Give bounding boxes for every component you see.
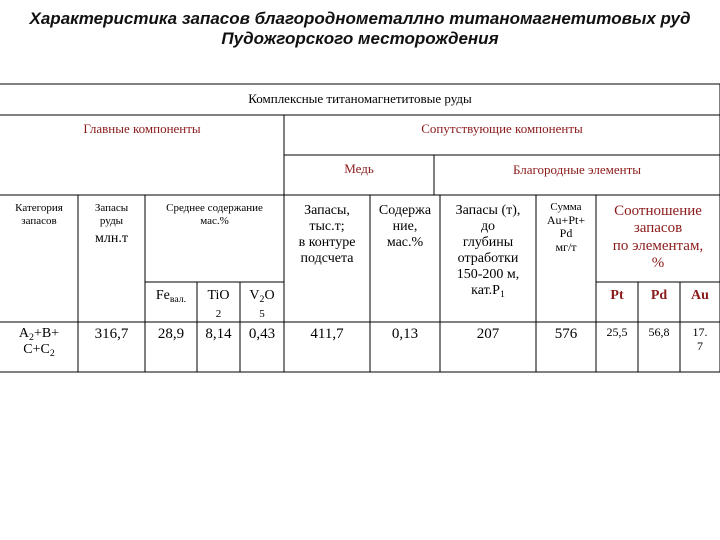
- col-cu-reserves-line: в контуре: [298, 235, 356, 251]
- cell-noble-reserves: 207: [476, 326, 500, 342]
- col-noble-category: кат.P: [471, 283, 500, 299]
- col-noble-reserves-line: 150-200 м,: [456, 267, 520, 283]
- group-noble-elements: Благородные элементы: [513, 162, 641, 177]
- col-cu-content-line: ние,: [392, 219, 418, 235]
- col-ore-reserves-line: Запасы: [94, 202, 129, 214]
- subcol-v2o5: [240, 288, 284, 321]
- col-cu-reserves-line: тыс.т;: [309, 219, 345, 235]
- col-noble-reserves-line: глубины: [462, 235, 514, 251]
- col-cu-content-header: [370, 203, 440, 251]
- cell-v2o5: 0,43: [248, 326, 276, 342]
- cell-category-c-sub: 2: [49, 348, 55, 360]
- col-ratio-line: по элементам,: [612, 237, 704, 254]
- col-avg-content-line: мас.%: [200, 214, 229, 227]
- ratio-pd-header: Pd: [650, 288, 668, 303]
- group-copper: Медь: [344, 161, 374, 176]
- col-sum-line: Pd: [559, 226, 573, 241]
- subcol-v2o5-v: V: [249, 288, 260, 303]
- cell-tio2: 8,14: [205, 326, 232, 342]
- group-main-components: Главные компоненты: [83, 121, 201, 136]
- subcol-v2o5-sub2: 5: [259, 308, 265, 321]
- subcol-fe-base: Fe: [155, 288, 170, 303]
- cell-fe: 28,9: [157, 326, 185, 342]
- col-sum-header: [536, 201, 596, 255]
- col-sum-line: Сумма: [550, 201, 582, 213]
- col-sum-line: мг/т: [555, 240, 577, 255]
- ratio-pt-header: Pt: [610, 288, 624, 303]
- title-line-2: Пудожгорского месторождения: [221, 29, 499, 48]
- title-line-1: Характеристика запасов благороднометаллно титаномагнетитовых руд: [29, 9, 691, 28]
- col-noble-reserves-line: отработки: [457, 251, 519, 267]
- col-category-header: [0, 202, 78, 227]
- subcol-fe: [145, 288, 197, 304]
- col-category-line: Категория: [15, 202, 63, 214]
- cell-cu-reserves: 411,7: [310, 326, 344, 342]
- subcol-tio2-base: TiO: [207, 288, 230, 303]
- cell-category-c: C+C: [23, 342, 50, 358]
- cell-au: [680, 326, 720, 354]
- col-ratio-line: запасов: [633, 220, 683, 237]
- cell-sum: 576: [554, 326, 578, 342]
- cell-au-line: 7: [697, 338, 703, 353]
- cell-pt: 25,5: [606, 325, 628, 339]
- cell-ore-reserves: 316,7: [94, 326, 129, 342]
- cell-cu-content: 0,13: [391, 326, 419, 342]
- subcol-v2o5-sub1: 2: [259, 294, 265, 305]
- col-cu-reserves-line: Запасы,: [304, 203, 350, 218]
- col-cu-content-line: Содержа: [378, 203, 432, 218]
- col-noble-reserves-line: Запасы (т),: [455, 203, 521, 218]
- subcol-v2o5-o: O: [264, 288, 275, 303]
- col-noble-category-sub: 1: [499, 289, 505, 301]
- col-ore-reserves-line: руды: [99, 214, 124, 227]
- cell-category-a-sub: 2: [29, 332, 34, 343]
- subcol-tio2: [197, 288, 240, 321]
- cell-au-line: 17.: [692, 325, 708, 339]
- col-noble-reserves-line: до: [480, 219, 496, 235]
- header-complex-ores: Комплексные титаномагнетитовые руды: [248, 91, 472, 106]
- col-ratio-line: Соотношение: [614, 203, 702, 219]
- cell-category-a: A: [18, 326, 30, 341]
- col-noble-reserves-header: [440, 203, 536, 300]
- col-sum-line: Au+Pt+: [546, 212, 586, 227]
- col-avg-content-header: [145, 202, 284, 227]
- subcol-tio2-sub: 2: [215, 308, 222, 321]
- col-ratio-header: [596, 203, 720, 272]
- group-accompanying-components: Сопутствующие компоненты: [421, 121, 583, 136]
- col-avg-content-line: Среднее содержание: [166, 202, 263, 214]
- cell-category-b: +B+: [33, 326, 60, 341]
- col-cu-content-line: мас.%: [386, 235, 424, 251]
- col-ore-reserves-unit: млн.т: [95, 231, 128, 247]
- col-ratio-line: %: [651, 254, 665, 271]
- col-category-line: запасов: [21, 214, 57, 227]
- subcol-fe-sub: вал.: [169, 294, 187, 305]
- cell-category: [0, 326, 78, 358]
- col-cu-reserves-header: [284, 203, 370, 267]
- col-ore-reserves-header: [78, 202, 145, 247]
- col-cu-reserves-line: подсчета: [300, 251, 354, 267]
- ratio-au-header: Au: [691, 288, 709, 303]
- cell-pd: 56,8: [648, 325, 670, 339]
